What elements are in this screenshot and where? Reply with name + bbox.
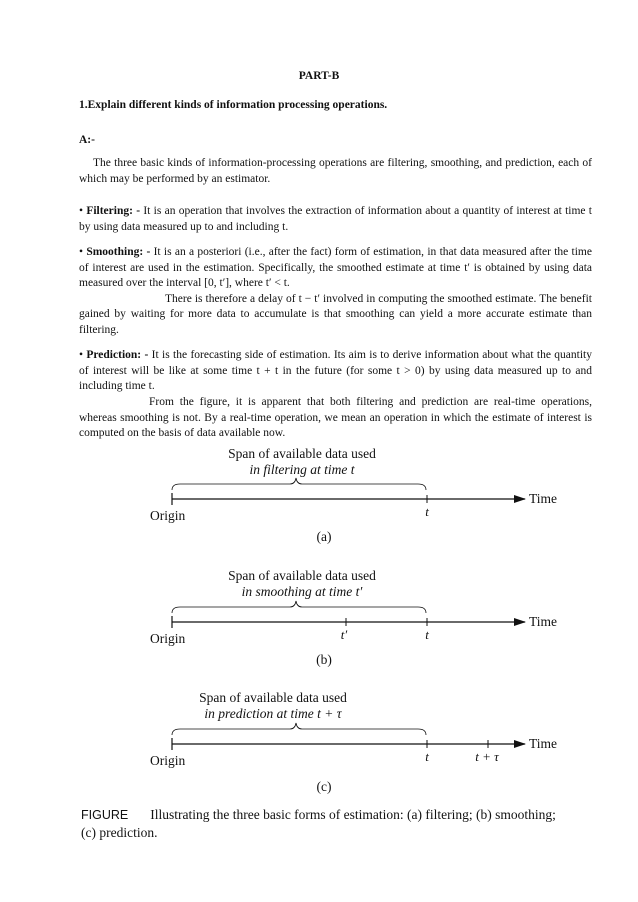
filtering-term: Filtering: - bbox=[86, 205, 141, 217]
time-label: Time bbox=[529, 491, 558, 506]
diagram-c-prediction bbox=[150, 690, 557, 794]
question-heading: 1.Explain different kinds of information processing operations. bbox=[79, 99, 388, 111]
span-label-line2: in filtering at time t bbox=[249, 462, 355, 477]
bullet: • bbox=[79, 349, 87, 361]
page-title: PART-B bbox=[298, 70, 340, 82]
caption-line1: Illustrating the three basic forms of estimation: (a) filtering; (b) smoothing; bbox=[150, 807, 556, 822]
span-brace bbox=[172, 601, 426, 613]
time-label: Time bbox=[529, 614, 558, 629]
span-label-line1: Span of available data used bbox=[228, 446, 376, 461]
figure-discussion-paragraph bbox=[79, 395, 592, 442]
answer-label: A:- bbox=[79, 134, 95, 146]
tick-t-label: t bbox=[425, 749, 429, 764]
intro-paragraph: The three basic kinds of information-processing operations are filtering, smoothing, and prediction, each of which may be performed by an estimator. bbox=[79, 157, 592, 185]
filtering-text: It is an operation that involves the extraction of information about a quantity of interest at time t by using data measured up to and including t. bbox=[79, 205, 593, 233]
figure-caption bbox=[81, 806, 556, 842]
tick-t-label: t bbox=[425, 627, 429, 642]
smoothing-text: It is an a posteriori (i.e., after the fact) form of estimation, in that data measured after the time of interest are used in the estimation. Specifically, the smoothed estimate at time t′ is obtained by using data measured over the interval [0, t′], where t′ < t. bbox=[79, 246, 592, 289]
subfigure-label: (c) bbox=[316, 779, 332, 794]
bullet: • bbox=[79, 246, 87, 258]
smoothing-text-continued: There is therefore a delay of t − t′ involved in computing the smoothed estimate. The benefit gained by waiting for more data to accumulate is that smoothing can yield a more accurate estimate than filtering. bbox=[79, 292, 592, 336]
diagram-a-filtering bbox=[150, 446, 557, 544]
caption-figure-label: FIGURE bbox=[81, 808, 129, 822]
caption-line2: (c) prediction. bbox=[81, 825, 158, 840]
span-brace bbox=[172, 478, 426, 490]
diagram-b-smoothing bbox=[150, 568, 557, 667]
smoothing-term: Smoothing: - bbox=[86, 246, 151, 258]
prediction-text: It is the forecasting side of estimation. Its aim is to derive information about what the quantity of interest will be like at some time t + t in the future (for some t > 0) by using data measured up to and including time t. bbox=[79, 349, 593, 392]
span-label-line1: Span of available data used bbox=[199, 690, 347, 705]
tick-tprime-label: t′ bbox=[340, 627, 348, 642]
origin-label: Origin bbox=[150, 631, 186, 646]
smoothing-paragraph bbox=[79, 245, 592, 338]
estimation-diagram bbox=[0, 438, 638, 804]
subfigure-label: (b) bbox=[316, 652, 332, 667]
prediction-paragraph bbox=[79, 348, 592, 395]
span-label-line2: in prediction at time t + τ bbox=[204, 706, 342, 721]
origin-label: Origin bbox=[150, 508, 186, 523]
prediction-term: Prediction: - bbox=[86, 349, 149, 361]
filtering-paragraph bbox=[79, 204, 592, 235]
bullet: • bbox=[79, 205, 87, 217]
subfigure-label: (a) bbox=[316, 529, 332, 544]
origin-label: Origin bbox=[150, 753, 186, 768]
span-brace bbox=[172, 723, 426, 735]
tick-ttau-label: t + τ bbox=[475, 749, 499, 764]
span-label-line1: Span of available data used bbox=[228, 568, 376, 583]
tick-t-label: t bbox=[425, 504, 429, 519]
span-label-line2: in smoothing at time t′ bbox=[241, 584, 363, 599]
time-label: Time bbox=[529, 736, 558, 751]
figure-discussion-text: From the figure, it is apparent that both filtering and prediction are real-time operations, whereas smoothing is not. By a real-time operation, we mean an operation in which the estimate of interest is computed on the basis of data available now. bbox=[79, 396, 592, 439]
